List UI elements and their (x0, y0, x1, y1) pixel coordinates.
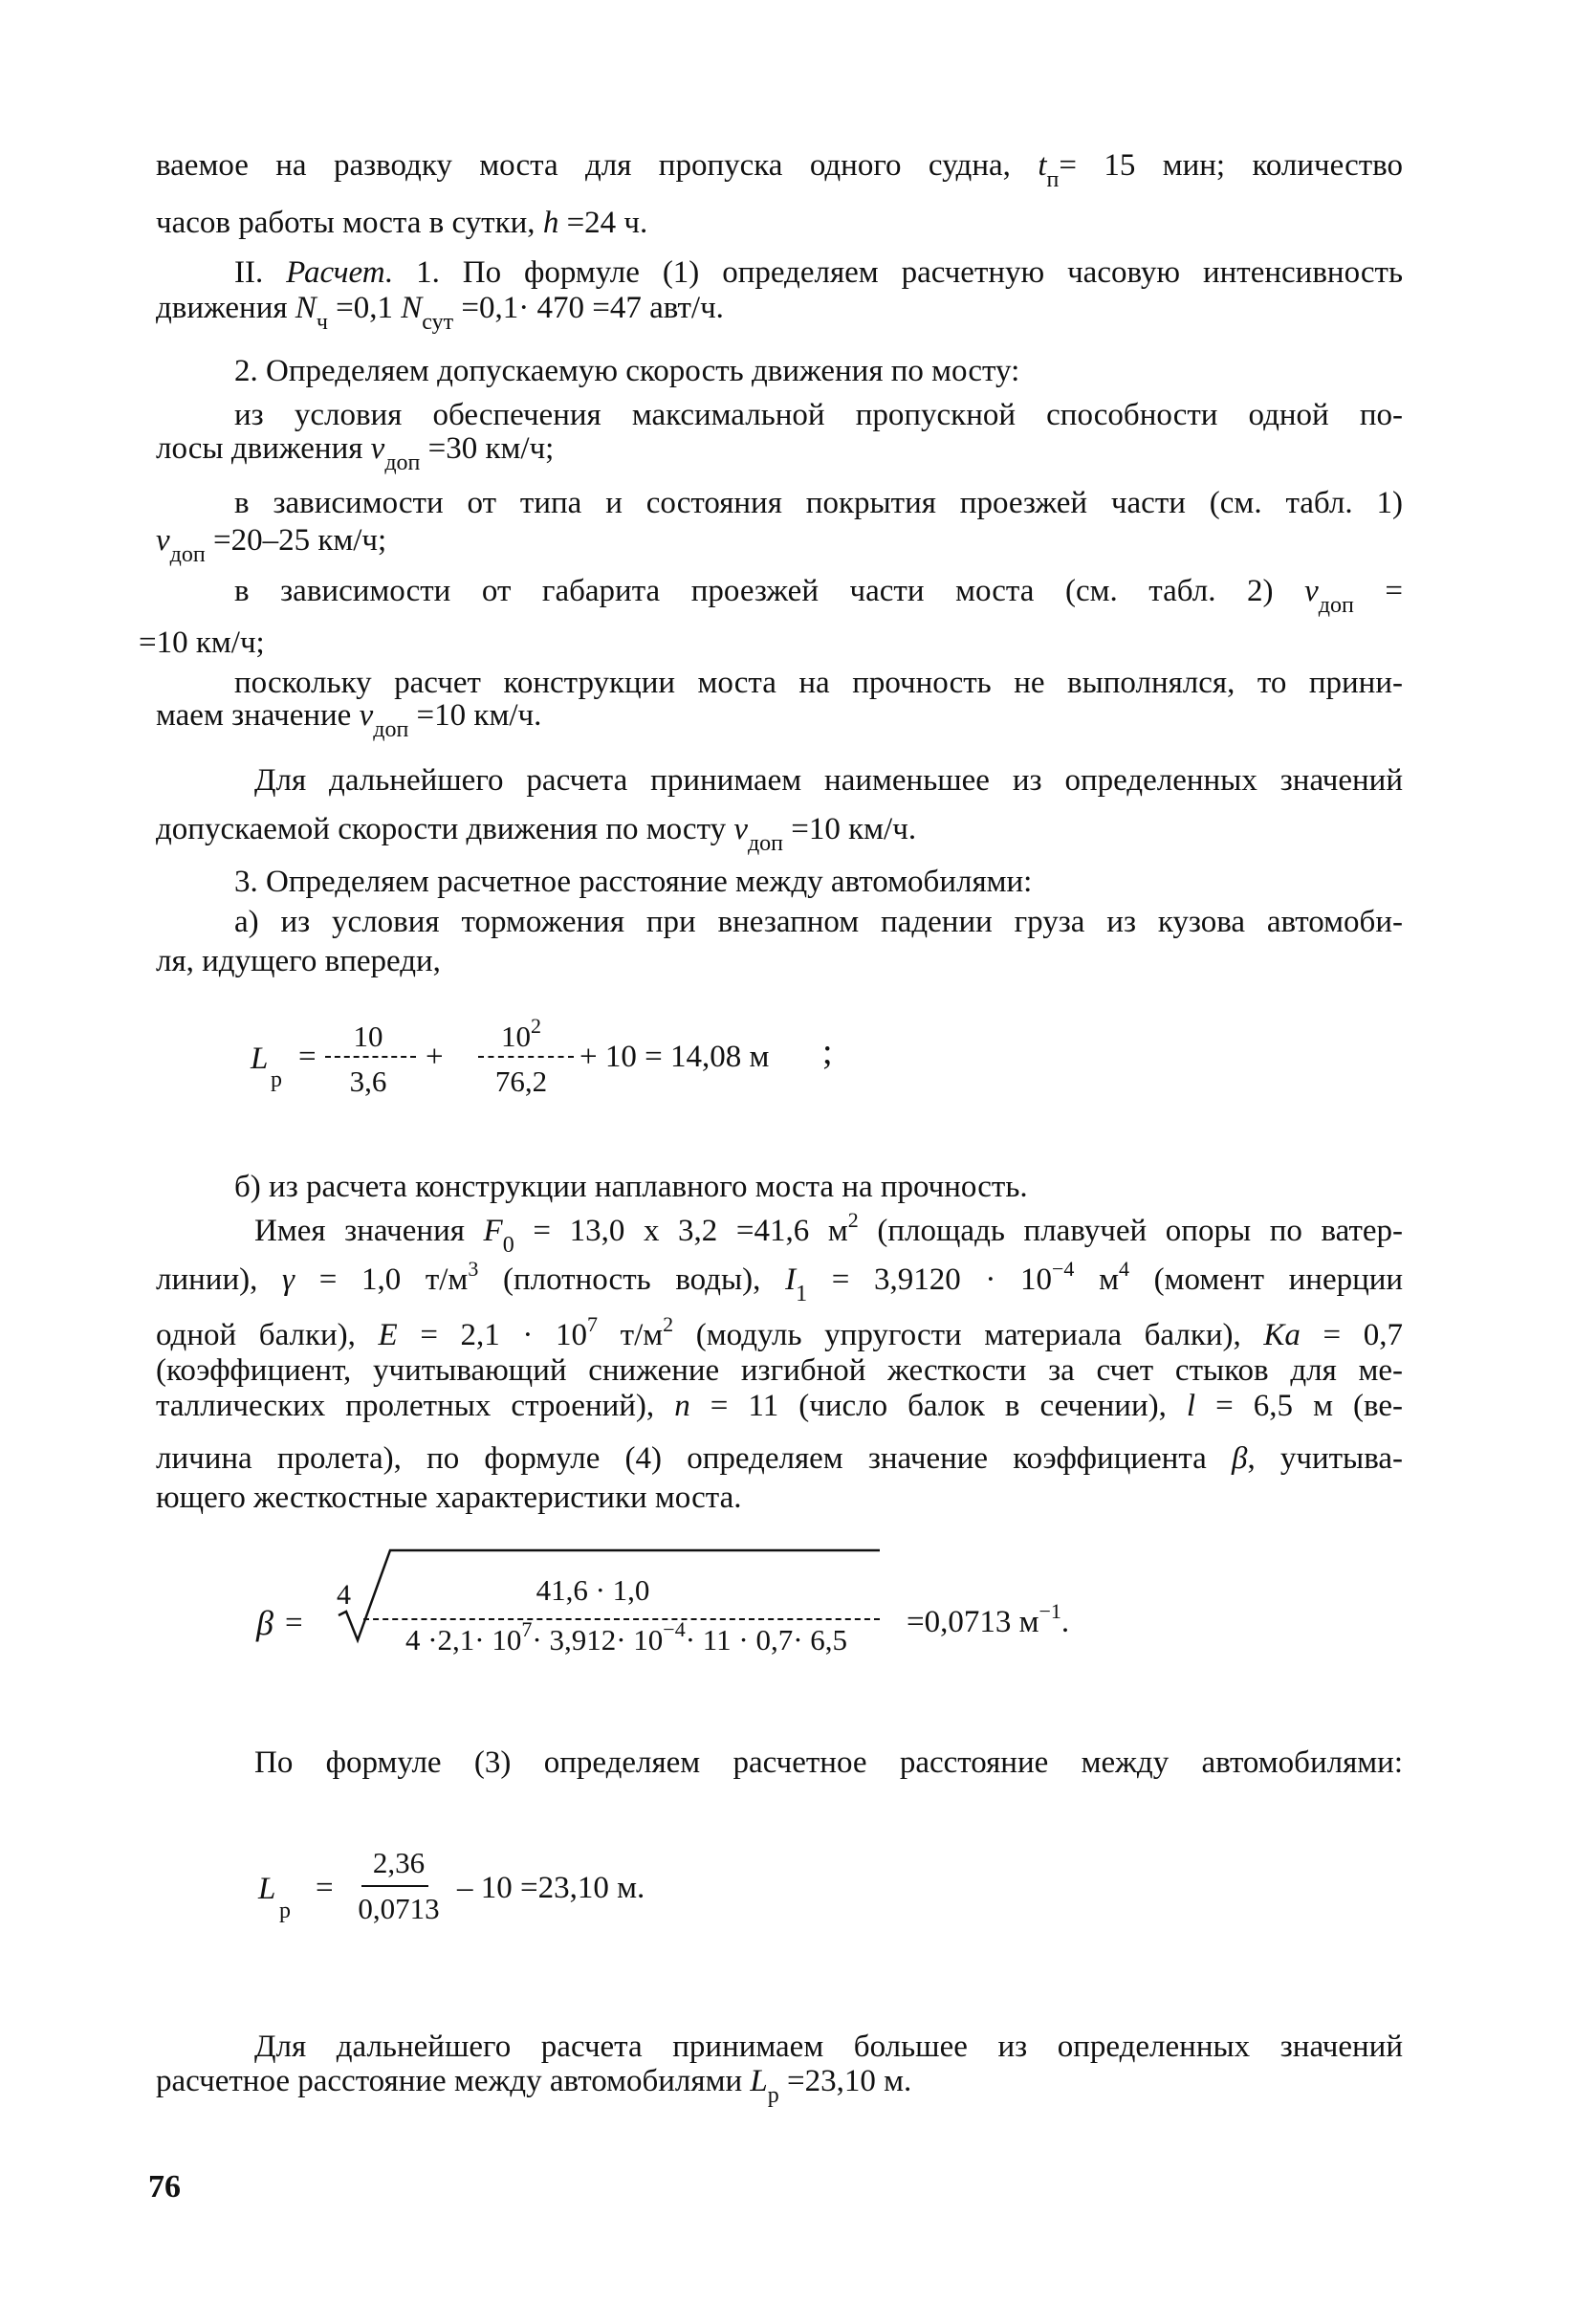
text-line-7: лосы движения $v_{доп} =30$ км/ч; (156, 431, 555, 475)
formula-3-bar (361, 1885, 428, 1887)
formula-1-bar1 (325, 1056, 416, 1058)
formula-3-tail: – 10 =23,10 м. (457, 1871, 645, 1905)
text-line-27: По формуле (3) определяем расчетное расстояние между автомобилями: (254, 1745, 1403, 1780)
text-line-24: таллических пролетных строений), n = 11 (число балок в сечении), l = 6,5 м (ве- (156, 1389, 1404, 1423)
text-line-16: 3. Определяем расчетное расстояние между автомобилями: (234, 865, 1033, 899)
text-line-13: маем значение $v_{доп} =10$ км/ч. (156, 698, 542, 742)
formula-1-num1: 10 (353, 1020, 383, 1053)
text-line-21: линии), γ = 1,0 $т/м^3$ (плотность воды), $I_1 = 3,9120 \cdot 10^{-4}$ $м^4$ (момент инерции (156, 1257, 1404, 1306)
text-line-23: (коэффициент, учитывающий снижение изгибной жесткости за счет стыков для ме- (156, 1353, 1403, 1388)
formula-3-den: 0,0713 (358, 1892, 440, 1925)
formula-2-numerator: 41,6 · 1,0 (536, 1573, 650, 1607)
text-line-11: =10 км/ч; (139, 625, 265, 660)
text-line-1: ваемое на разводку моста для пропуска одного судна, $t_п= 15$ мин; количество (156, 148, 1404, 192)
formula-1-lhs: L (251, 1042, 269, 1076)
page-number: 76 (148, 2169, 181, 2205)
formula-2-root-index: 4 (337, 1579, 351, 1611)
text-line-28: Для дальнейшего расчета принимаем большее из определенных значений (254, 2030, 1403, 2064)
formula-1-plus: + (426, 1040, 444, 1074)
formula-2-denominator: $4 \cdot 2,1\cdot 10^7\cdot 3,912\cdot 10^{-4}\cdot 11 \cdot 0,7\cdot 6,5$ (404, 1617, 848, 1657)
formula-1-num2: $10^2$ (501, 1014, 541, 1053)
text-line-2: часов работы моста в сутки, h =24 ч. (156, 206, 648, 240)
formula-2-bar (363, 1618, 880, 1620)
text-line-20: Имея значения $F_0 = 13,0$ x 3,2 =41,6 $м^2$ (площадь плавучей опоры по ватер- (254, 1208, 1404, 1258)
formula-3-num: 2,36 (372, 1846, 426, 1879)
text-line-26: ющего жесткостные характеристики моста. (156, 1481, 742, 1515)
text-line-29: расчетное расстояние между автомобилями $L_р =23,10$ м. (156, 2064, 912, 2108)
formula-3-lhs: L (258, 1872, 276, 1906)
text-line-12: поскольку расчет конструкции моста на прочность не выполнялся, то прини- (234, 666, 1403, 700)
formula-3-lhs-sub: р (279, 1898, 291, 1923)
formula-2-lhs: β (256, 1604, 273, 1642)
text-line-15: допускаемой скорости движения по мосту $v_{доп} =10$ км/ч. (156, 812, 917, 856)
text-line-4: движения $N_ч =0,1$ $N_{сут} =0,1\cdot 470 =47$ авт/ч. (156, 291, 724, 335)
formula-1-den1: 3,6 (349, 1064, 387, 1098)
formula-2-result: =0,0713 $м^{-1}$. (907, 1599, 1070, 1639)
text-line-18: ля, идущего впереди, (156, 944, 441, 978)
formula-1-den2: 76,2 (494, 1064, 548, 1098)
text-line-9: $v_{доп} =20-25$ км/ч; (156, 523, 387, 567)
formula-1-lhs-sub: р (271, 1067, 282, 1092)
formula-1-punct: ; (822, 1032, 833, 1072)
text-line-5: 2. Определяем допускаемую скорость движения по мосту: (234, 354, 1020, 388)
text-line-10: в зависимости от габарита проезжей части моста (см. табл. 2) $v_{доп}$ = (234, 574, 1404, 618)
text-line-6: из условия обеспечения максимальной пропускной способности одной по- (234, 398, 1403, 432)
text-line-3: II. Расчет. 1. По формуле (1) определяем расчетную часовую интенсивность (234, 255, 1404, 290)
text-line-22: одной балки), $E = 2,1 \cdot 10^7$ $т/м^2$ (модуль упругости материала балки), Ka = 0,7 (156, 1312, 1404, 1352)
text-line-17: а) из условия торможения при внезапном падении груза из кузова автомоби- (234, 905, 1403, 939)
text-line-8: в зависимости от типа и состояния покрытия проезжей части (см. табл. 1) (234, 486, 1403, 520)
text-line-25: личина пролета), по формуле (4) определяем значение коэффициента β, учитыва- (156, 1441, 1404, 1476)
formula-1-tail: + 10 = 14,08 м (579, 1040, 770, 1074)
text-line-14: Для дальнейшего расчета принимаем наименьшее из определенных значений (254, 763, 1403, 798)
formula-1-bar2 (478, 1056, 574, 1058)
formula-2-eq: = (285, 1606, 303, 1640)
text-line-19: б) из расчета конструкции наплавного моста на прочность. (234, 1170, 1028, 1204)
formula-1-eq: = (298, 1040, 317, 1074)
formula-3-eq: = (316, 1871, 334, 1905)
